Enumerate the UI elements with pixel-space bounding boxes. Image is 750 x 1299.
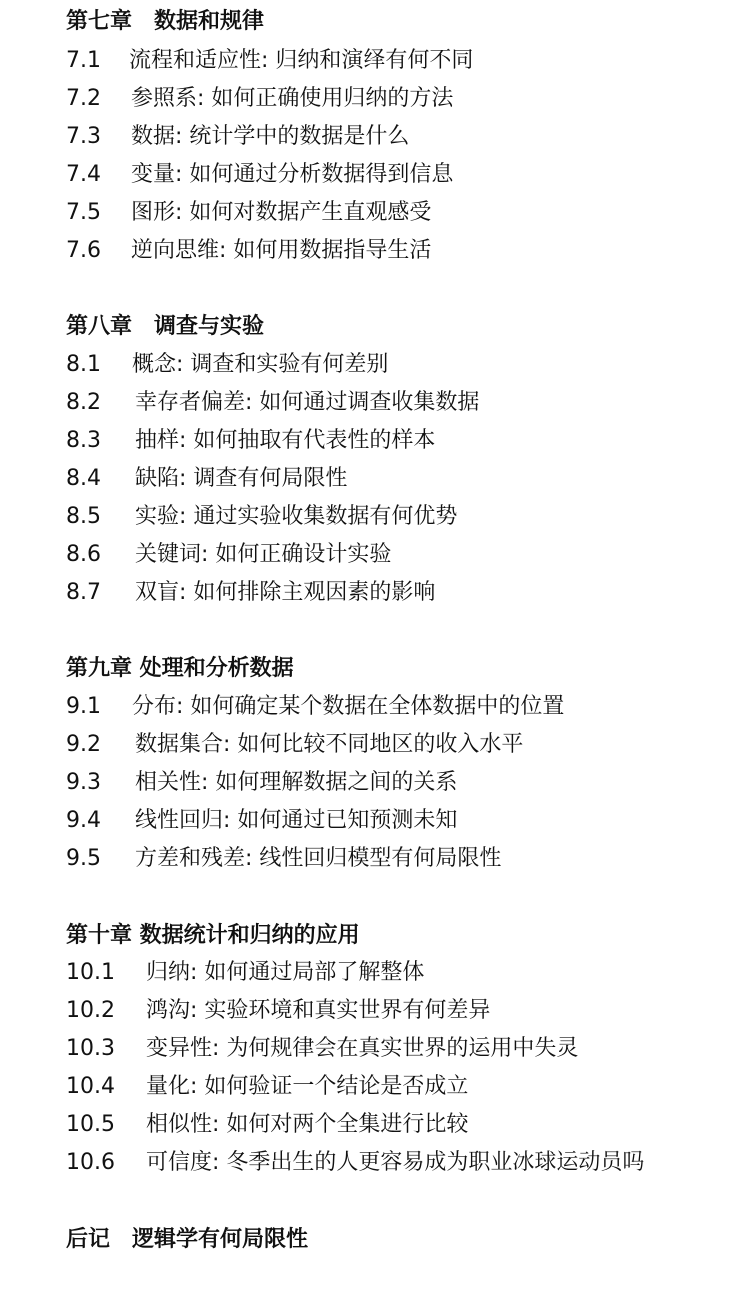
section-title: 关键词: 如何正确设计实验 [135, 542, 392, 567]
section-title: 变异性: 为何规律会在真实世界的运用中失灵 [146, 1036, 579, 1061]
chapter-title-9: 第九章 处理和分析数据 [66, 656, 294, 681]
section-title: 方差和残差: 线性回归模型有何局限性 [135, 846, 502, 871]
section-title: 概念: 调查和实验有何差别 [132, 352, 389, 377]
section-title: 变量: 如何通过分析数据得到信息 [131, 162, 454, 187]
section-number: 8.3 [66, 428, 101, 453]
section-number: 8.5 [66, 504, 101, 529]
chapter-title-10: 第十章 数据统计和归纳的应用 [66, 923, 360, 948]
section-number: 10.5 [66, 1112, 115, 1137]
section-number: 8.1 [66, 352, 101, 377]
section-number: 8.6 [66, 542, 101, 567]
section-number: 8.2 [66, 390, 101, 415]
section-title: 缺陷: 调查有何局限性 [135, 466, 348, 491]
section-title: 流程和适应性: 归纳和演绎有何不同 [129, 48, 474, 73]
section-number: 10.4 [66, 1074, 115, 1099]
section-title: 数据集合: 如何比较不同地区的收入水平 [135, 732, 524, 757]
section-title: 相似性: 如何对两个全集进行比较 [146, 1112, 469, 1137]
section-title: 实验: 通过实验收集数据有何优势 [135, 504, 458, 529]
section-number: 10.3 [66, 1036, 115, 1061]
section-title: 归纳: 如何通过局部了解整体 [146, 960, 425, 985]
section-number: 7.1 [66, 48, 101, 73]
section-title: 数据: 统计学中的数据是什么 [131, 124, 410, 149]
section-number: 10.6 [66, 1150, 115, 1175]
section-number: 9.1 [66, 694, 101, 719]
section-number: 7.3 [66, 124, 101, 149]
section-title: 逆向思维: 如何用数据指导生活 [131, 238, 432, 263]
section-number: 9.3 [66, 770, 101, 795]
section-title: 图形: 如何对数据产生直观感受 [131, 200, 432, 225]
section-number: 9.5 [66, 846, 101, 871]
section-number: 10.2 [66, 998, 115, 1023]
section-number: 10.1 [66, 960, 115, 985]
section-title: 鸿沟: 实验环境和真实世界有何差异 [146, 998, 491, 1023]
section-number: 8.4 [66, 466, 101, 491]
section-title: 线性回归: 如何通过已知预测未知 [135, 808, 458, 833]
section-title: 可信度: 冬季出生的人更容易成为职业冰球运动员吗 [146, 1150, 645, 1175]
afterword-title: 后记 逻辑学有何局限性 [66, 1227, 309, 1252]
section-number: 7.4 [66, 162, 101, 187]
chapter-title-7: 第七章 数据和规律 [66, 9, 265, 34]
section-title: 相关性: 如何理解数据之间的关系 [135, 770, 458, 795]
section-title: 双盲: 如何排除主观因素的影响 [135, 580, 436, 605]
section-number: 9.2 [66, 732, 101, 757]
section-number: 9.4 [66, 808, 101, 833]
chapter-title-8: 第八章 调查与实验 [66, 314, 265, 339]
section-number: 7.5 [66, 200, 101, 225]
section-title: 分布: 如何确定某个数据在全体数据中的位置 [132, 694, 565, 719]
section-title: 量化: 如何验证一个结论是否成立 [146, 1074, 469, 1099]
section-title: 幸存者偏差: 如何通过调查收集数据 [135, 390, 480, 415]
section-number: 7.2 [66, 86, 101, 111]
section-number: 8.7 [66, 580, 101, 605]
section-title: 参照系: 如何正确使用归纳的方法 [131, 86, 454, 111]
section-title: 抽样: 如何抽取有代表性的样本 [135, 428, 436, 453]
section-number: 7.6 [66, 238, 101, 263]
